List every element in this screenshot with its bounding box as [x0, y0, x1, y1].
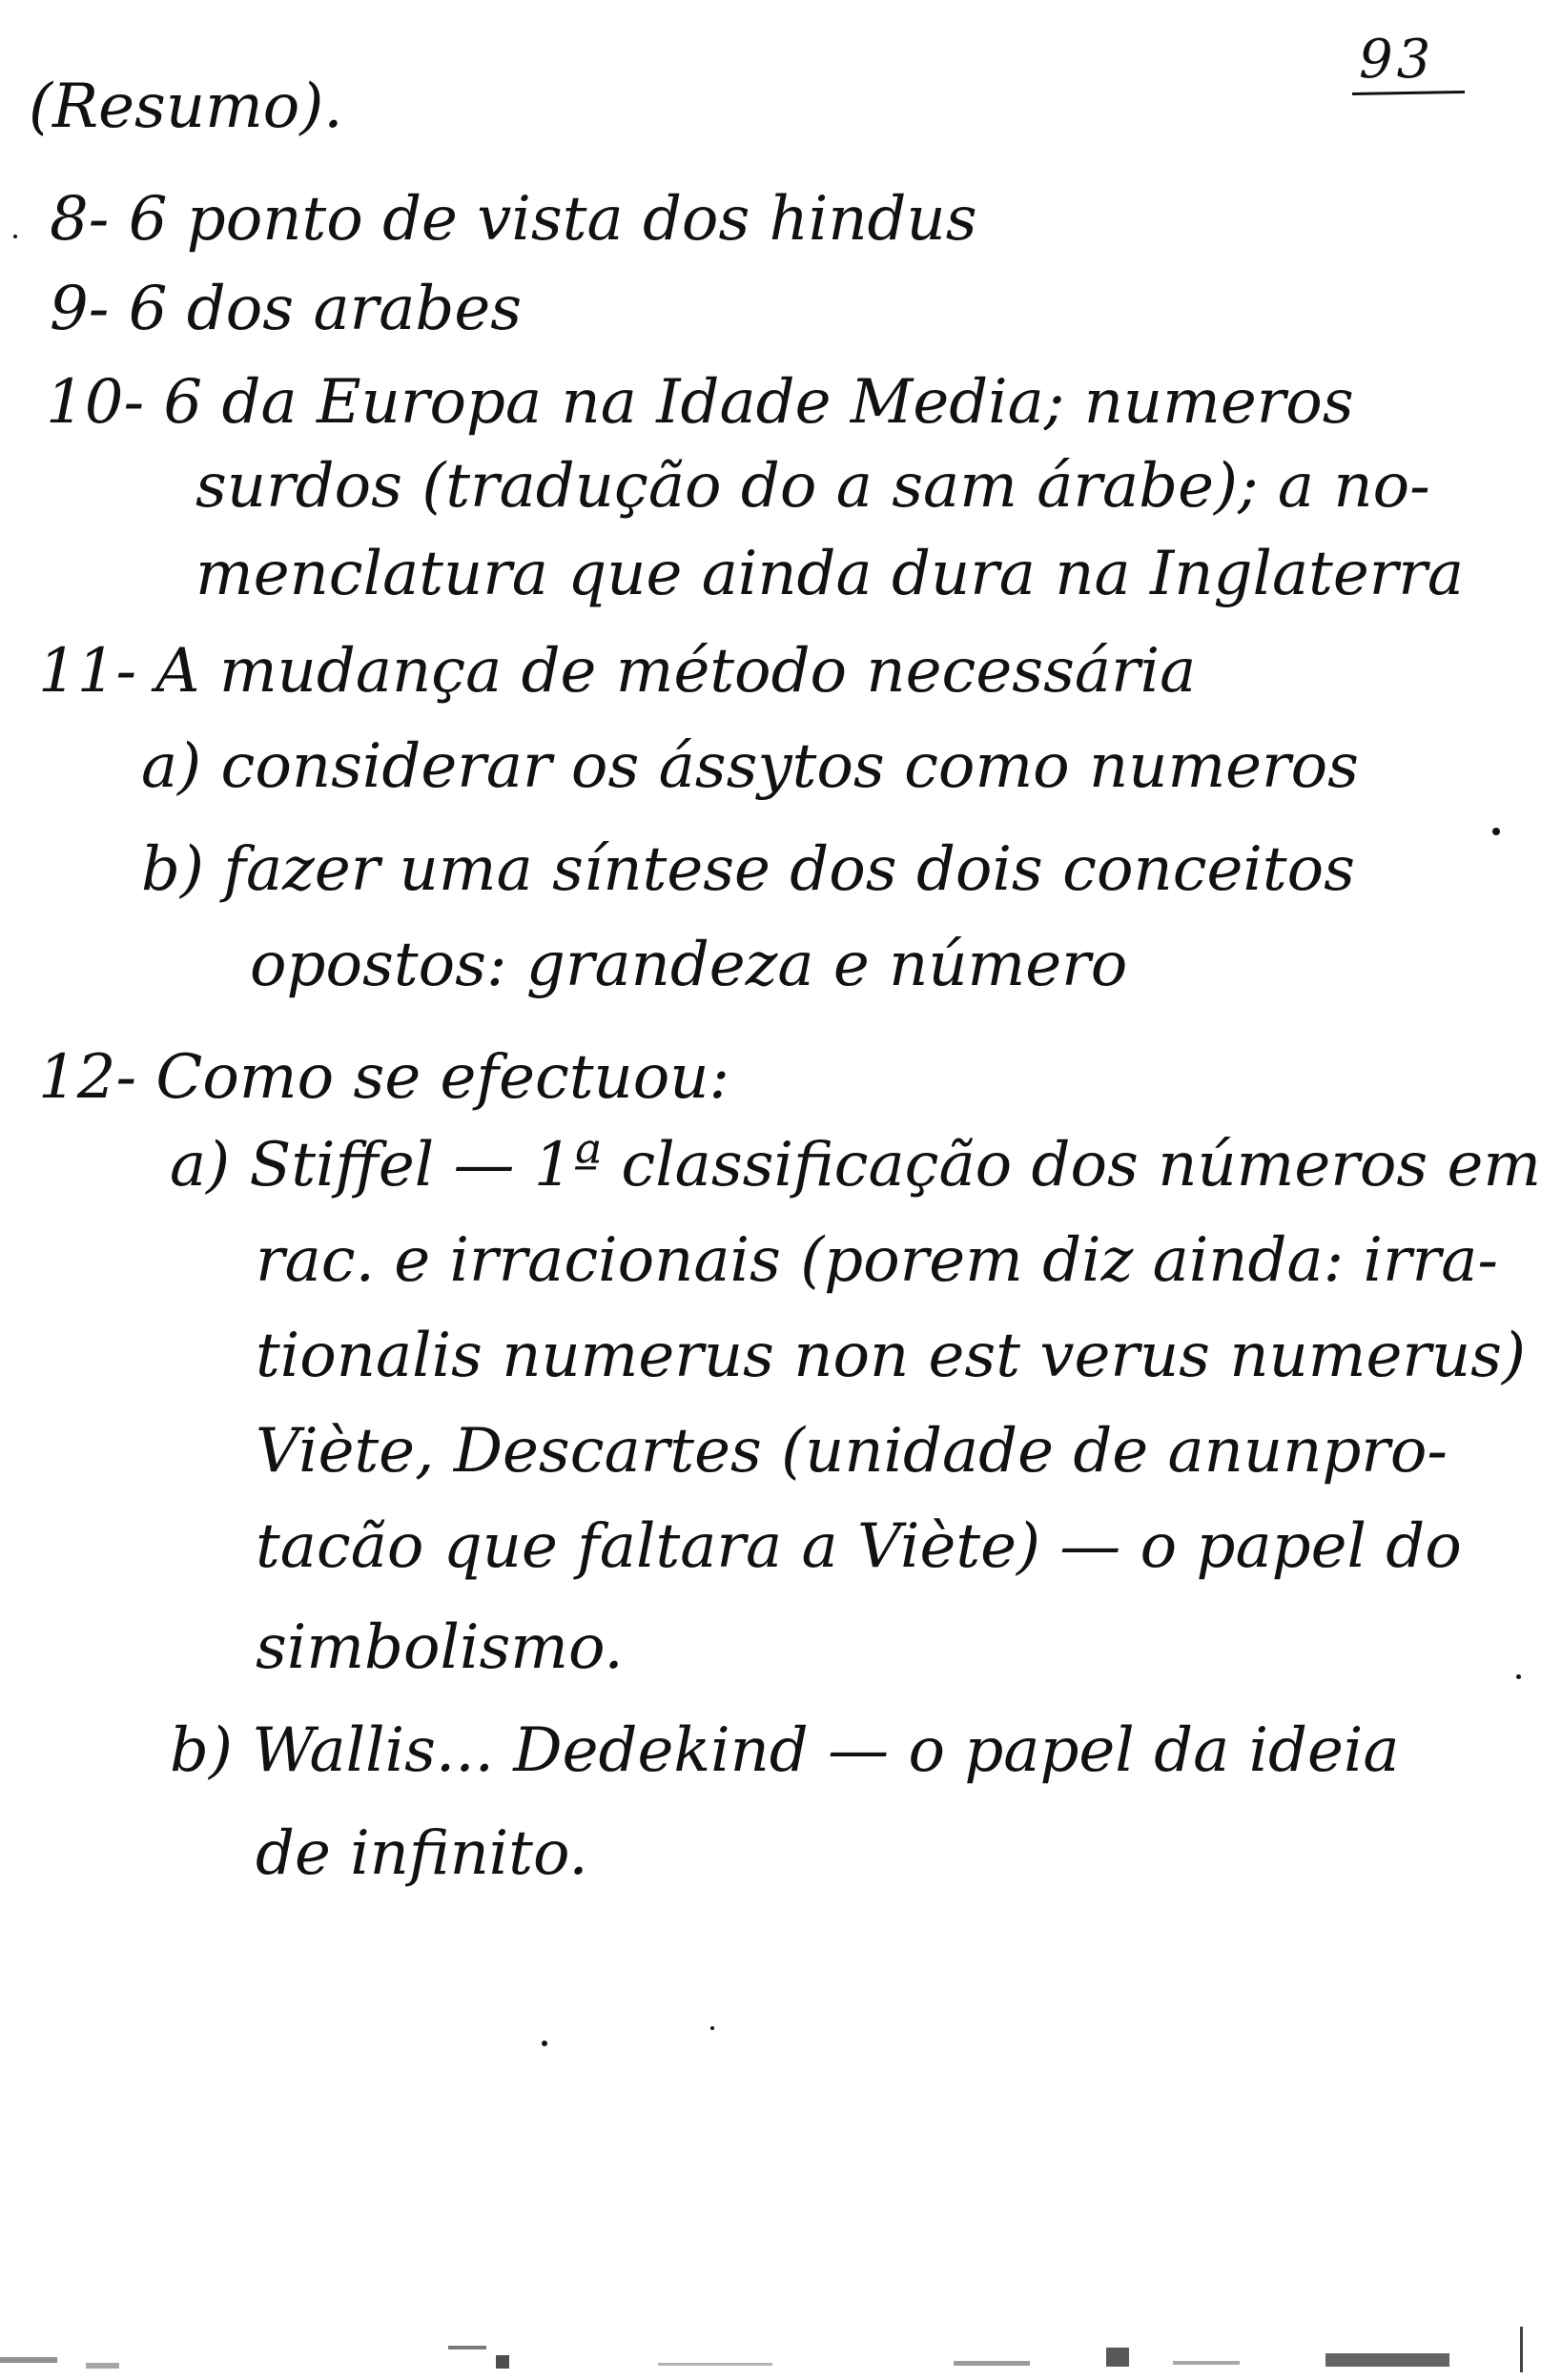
item-12-line-8: b) Wallis... Dedekind — o papel da ideia — [170, 1715, 1400, 1786]
item-12-line-9: de infinito. — [256, 1818, 588, 1889]
scan-speck — [1516, 1674, 1521, 1679]
item-12-line-6: tacão que faltara a Viète) — o papel do — [256, 1511, 1462, 1582]
scan-speck — [1492, 828, 1500, 835]
item-11-line-2: a) considerar os ássytos como numeros — [141, 731, 1359, 802]
item-11-line-4: opostos: grandeza e número — [250, 930, 1128, 1000]
item-10-line-3: menclatura que ainda dura na Inglaterra — [195, 539, 1465, 609]
item-12-line-5: Viète, Descartes (unidade de anunpro- — [256, 1416, 1449, 1487]
item-12-line-4: tionalis numerus non est verus numerus) — [256, 1321, 1526, 1391]
item-12-line-1: 12- Como se efectuou: — [38, 1042, 730, 1113]
item-12-line-7: simbolismo. — [256, 1612, 624, 1683]
page-number-underline — [1352, 91, 1465, 95]
scan-bottom-noise — [0, 2327, 1541, 2380]
header-resumo: (Resumo). — [29, 72, 343, 142]
scan-speck — [710, 2026, 714, 2030]
scan-right-edge — [1520, 2327, 1523, 2372]
page-number: 93 — [1359, 29, 1435, 91]
item-10-line-1: 10- 6 da Europa na Idade Media; numeros — [46, 367, 1354, 438]
item-9-line: 9- 6 dos arabes — [50, 274, 523, 344]
scan-speck — [542, 2041, 547, 2046]
item-11-line-1: 11- A mudança de método necessária — [38, 636, 1197, 707]
item-11-line-3: b) fazer uma síntese dos dois conceitos — [141, 834, 1355, 905]
item-12-line-2: a) Stiffel — 1ª classificação dos números em — [170, 1130, 1541, 1200]
scan-speck — [13, 235, 17, 238]
item-8-line: 8- 6 ponto de vista dos hindus — [50, 184, 977, 255]
item-12-line-3: rac. e irracionais (porem diz ainda: irra- — [256, 1225, 1498, 1296]
item-10-line-2: surdos (tradução do a sam árabe); a no- — [195, 451, 1430, 522]
